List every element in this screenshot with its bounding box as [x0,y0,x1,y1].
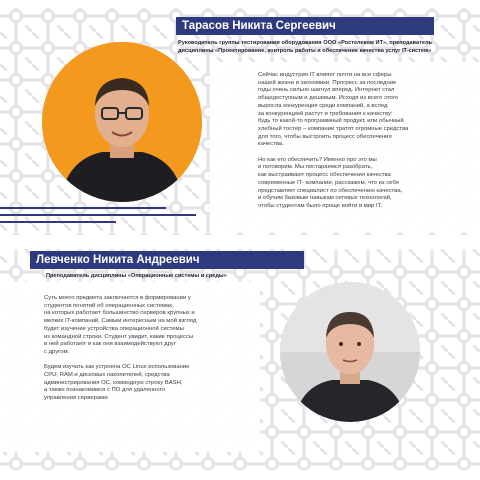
description-paragraph: Будем изучать как устроена ОС Linux использование CPU, RAM и дисковых накопителей, средства администрирования ОС, командную строку BASH, а также познакомимся с ПО для удаленного управления серверами. [44,364,190,402]
accent-line [0,207,166,209]
description-paragraph: Суть моего предмета заключается в формировании у студентов понятий об операционных системах, на которых работает большинство серверов крупных и мелких IT-компаний. Самым интересным на мой взгляд будет изучение устройства операционной системы из командной строки. Студент увидит, какие процессы в ней работают и как они взаимодействуют друг с другом. [44,295,197,355]
description-paragraph: Сейчас индустрия IT влияет почти на все сферы нашей жизни и экономики. Прогресс за последние годы очень сильно шагнул вперед. Интернет стал общедоступным и дешевым. Исходя из всего этого выросла конкуренция среди компаний, а вслед за конкуренцией растут и требования к качеству: будь то какой-то программный продукт, или обычный хлебный тостер – компании тратят огромные средства для того, чтобы выстроить процесс обеспечения качества. [258,72,409,148]
portrait-photo-icon [280,282,420,422]
teacher-card-2 [0,244,480,480]
accent-line [0,221,116,223]
teacher-name-heading: Левченко Никита Андреевич [30,251,304,269]
teacher-description [44,295,234,411]
description-paragraph: Но как его обеспечить? Именно про это мы и поговорим. Мы постараемся разобрать, как выстраивают процесс обеспечения качества современные IT- компании, расскажем, что из себя представляет специалист по обеспечению качества, и обучим базовым навыкам сетевых технологий, чтобы студентам было проще войти в мир IT. [258,156,403,209]
teacher-role: Руководитель группы тестирования оборудования ООО «Ростелеком ИТ», преподаватель дисциплины «Проектирование, контроль работы и обеспечение качества услуг IT-систем» [178,40,432,55]
accent-line [0,214,196,216]
teacher-name-heading: Тарасов Никита Сергеевич [176,17,434,35]
portrait-photo-icon [42,42,202,202]
teacher-description [258,72,438,218]
teacher-role: Преподаватель дисциплины «Операционные системы и среды» [46,273,227,279]
teacher-portrait-photo [42,42,202,202]
teacher-portrait-photo [280,282,420,422]
